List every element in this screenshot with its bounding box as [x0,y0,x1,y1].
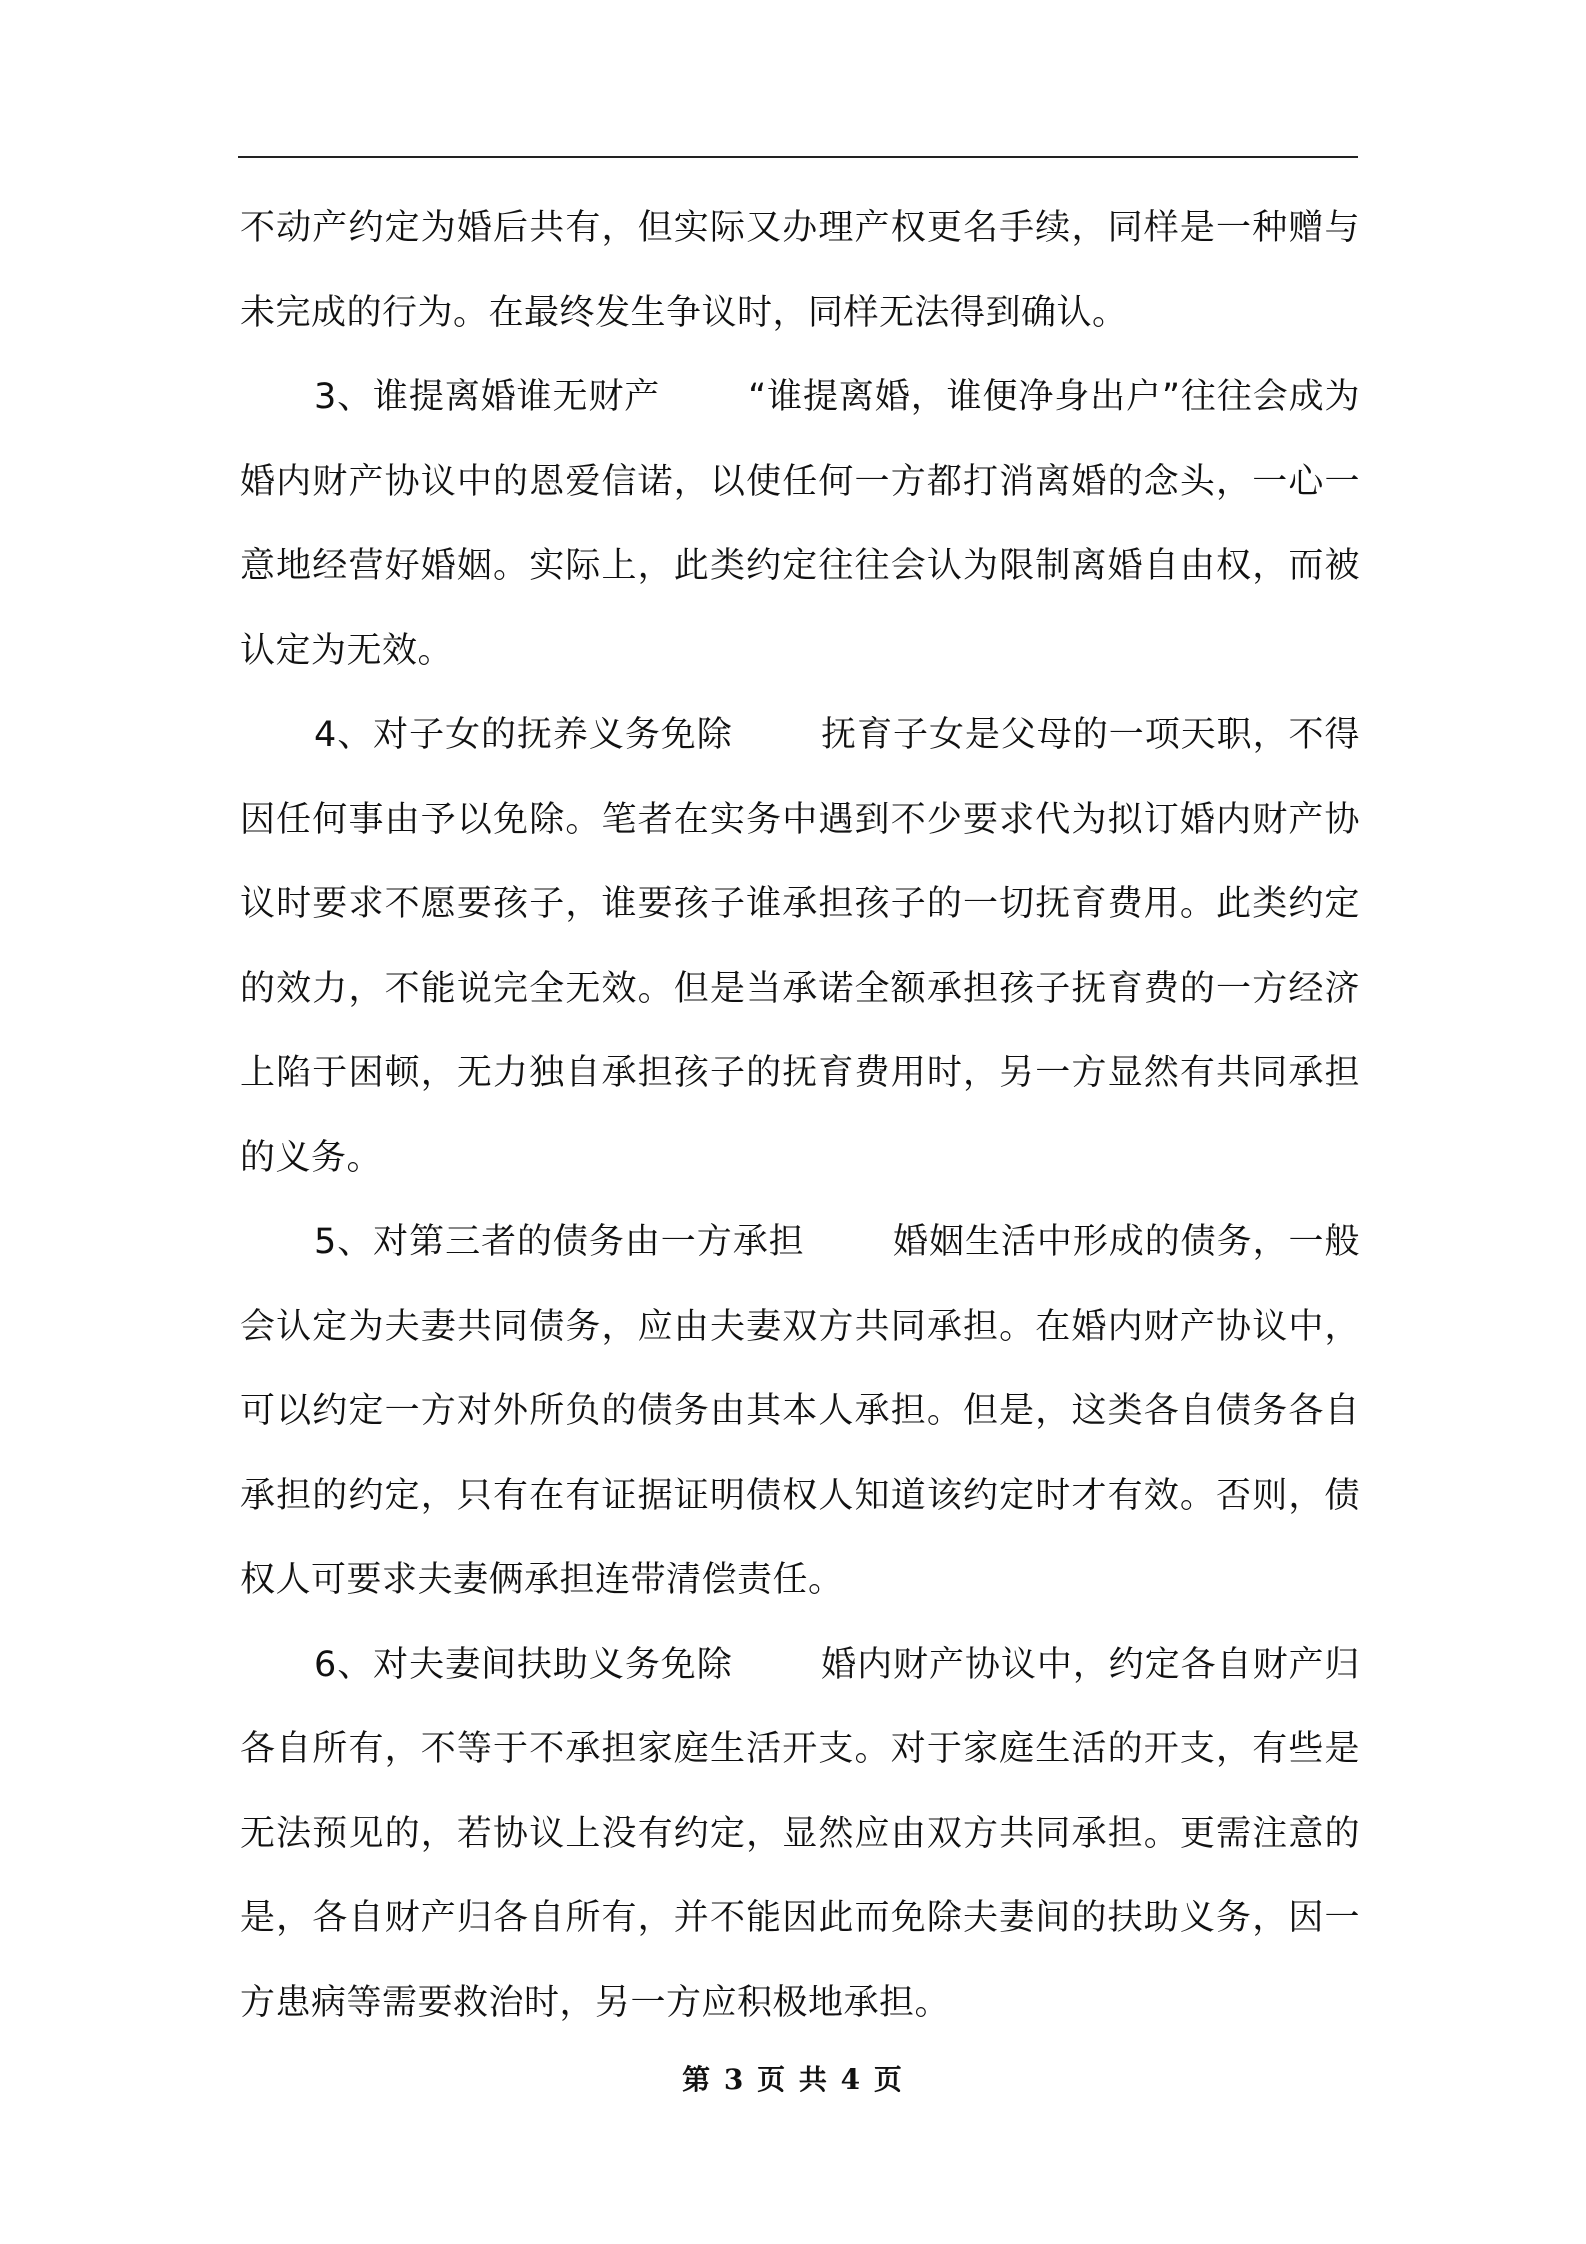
document-body [240,186,1360,2045]
paragraph-item-6 [240,1623,1360,2046]
header-rule [238,156,1358,158]
paragraph-text: “谁提离婚，谁便净身出户”往往会成为婚内财产协议中的恩爱信诺，以使任何一方都打消离婚的念头，一心一意地经营好婚姻。实际上，此类约定往往会认为限制离婚自由权，而被认定为无效。 [240,377,1360,671]
paragraph-text: 抚育子女是父母的一项天职，不得因任何事由予以免除。笔者在实务中遇到不少要求代为拟订婚内财产协议时要求不愿要孩子，谁要孩子谁承担孩子的一切抚育费用。此类约定的效力，不能说完全无效。但是当承诺全额承担孩子抚育费的一方经济上陷于困顿，无力独自承担孩子的抚育费用时，另一方显然有共同承担的义务。 [240,715,1360,1178]
paragraph-text: 婚姻生活中形成的债务，一般会认定为夫妻共同债务，应由夫妻双方共同承担。在婚内财产协议中，可以约定一方对外所负的债务由其本人承担。但是，这类各自债务各自承担的约定，只有在有证据证明债权人知道该约定时才有效。否则，债权人可要求夫妻俩承担连带清偿责任。 [240,1222,1360,1600]
paragraph-text: 婚内财产协议中，约定各自财产归各自所有，不等于不承担家庭生活开支。对于家庭生活的开支，有些是无法预见的，若协议上没有约定，显然应由双方共同承担。更需注意的是，各自财产归各自所有，并不能因此而免除夫妻间的扶助义务，因一方患病等需要救治时，另一方应积极地承担。 [240,1644,1360,2023]
page-number-footer: 第 3 页 共 4 页 [682,2063,904,2096]
paragraph-text: 不动产约定为婚后共有，但实际又办理产权更名手续，同样是一种赠与未完成的行为。在最终发生争议时，同样无法得到确认。 [240,208,1360,333]
paragraph-item-4 [240,693,1360,1200]
paragraph-item-5 [240,1200,1360,1623]
paragraph-heading: 3、谁提离婚谁无财产 [314,377,661,417]
paragraph-continuation [240,186,1360,355]
paragraph-heading: 5、对第三者的债务由一方承担 [314,1222,805,1262]
paragraph-item-3 [240,355,1360,693]
paragraph-heading: 6、对夫妻间扶助义务免除 [314,1644,733,1685]
paragraph-heading: 4、对子女的抚养义务免除 [314,715,733,755]
